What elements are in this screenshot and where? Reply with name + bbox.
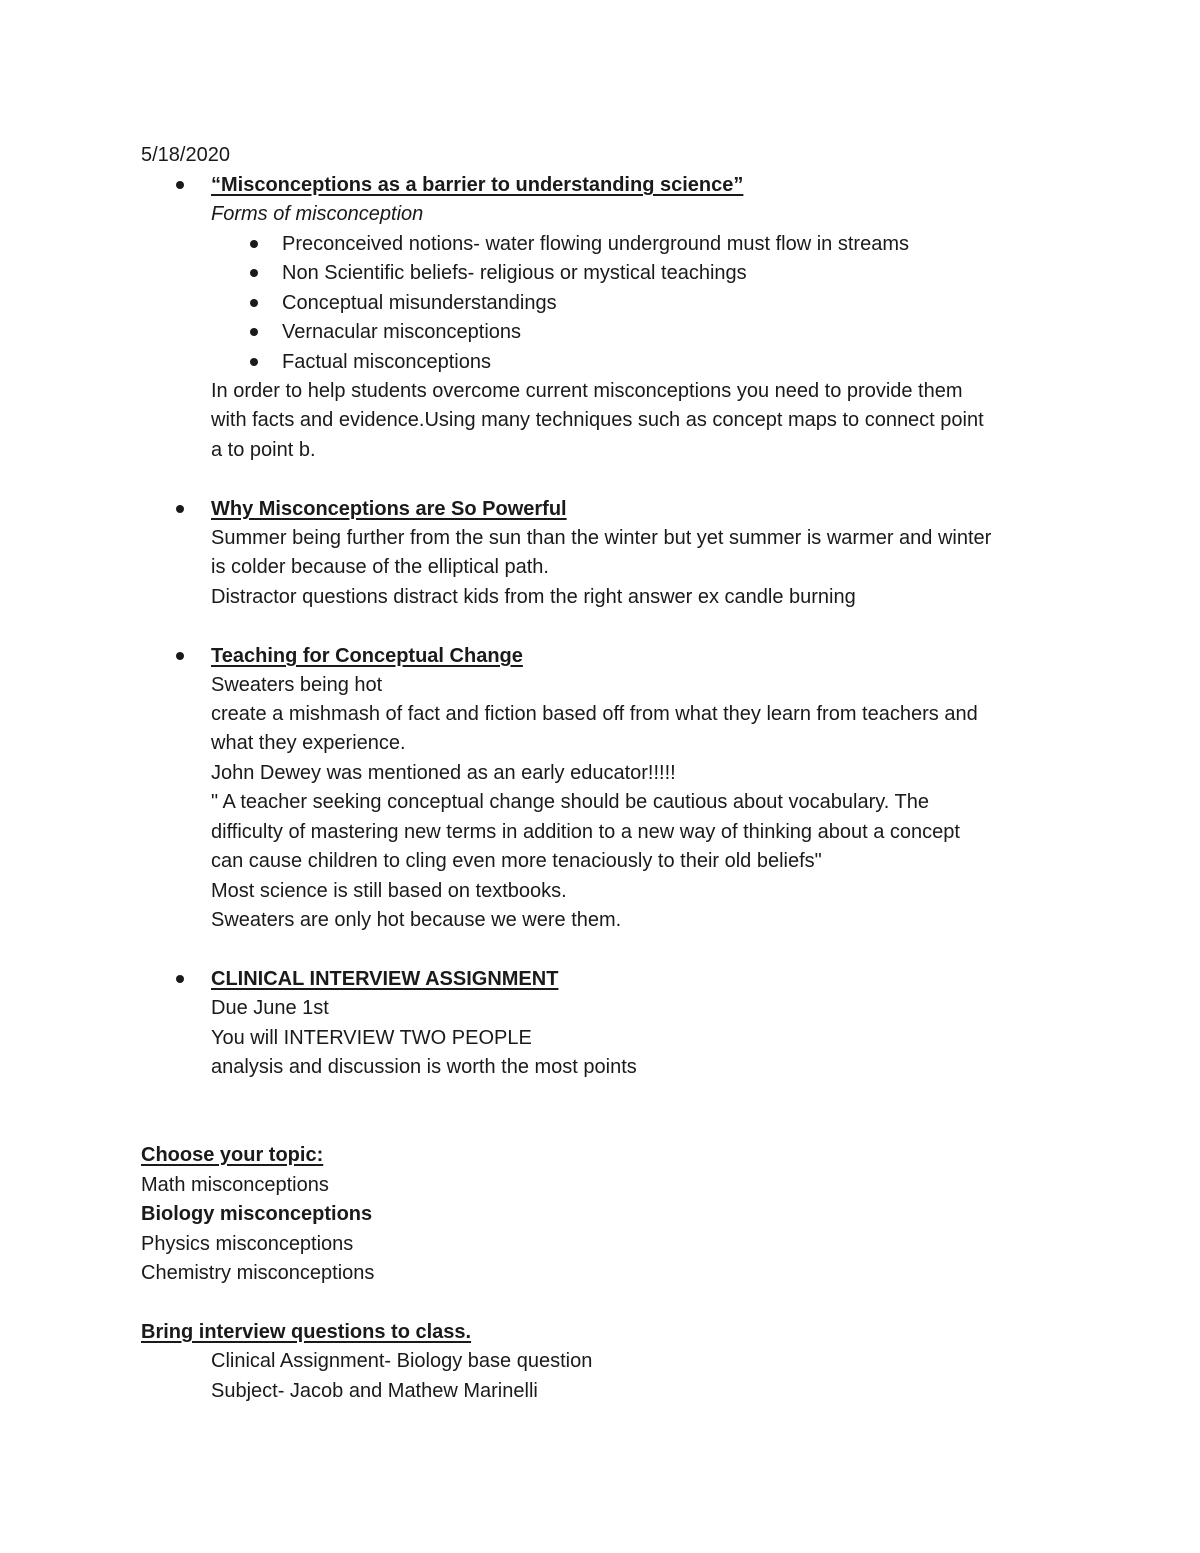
- paragraph-line: what they experience.: [211, 732, 406, 754]
- paragraph-line: Due June 1st: [211, 997, 329, 1019]
- date: 5/18/2020: [141, 144, 230, 166]
- paragraph-line: with facts and evidence.Using many techniques such as concept maps to connect point: [211, 409, 984, 431]
- paragraph-line: Subject- Jacob and Mathew Marinelli: [211, 1380, 538, 1402]
- paragraph-line: a to point b.: [211, 439, 316, 461]
- paragraph-line: Distractor questions distract kids from the right answer ex candle burning: [211, 586, 856, 608]
- paragraph-line: difficulty of mastering new terms in addition to a new way of thinking about a concept: [211, 821, 960, 843]
- bullet: [176, 505, 184, 513]
- paragraph-line: Clinical Assignment- Biology base question: [211, 1350, 593, 1372]
- list-item: Vernacular misconceptions: [282, 321, 522, 343]
- section-heading: Why Misconceptions are So Powerful: [211, 498, 567, 520]
- bullet: [176, 181, 184, 189]
- list-item: Conceptual misunderstandings: [282, 292, 557, 314]
- topic-item-selected: Biology misconceptions: [141, 1203, 373, 1225]
- bullet: [176, 975, 184, 983]
- paragraph-line: can cause children to cling even more tenaciously to their old beliefs": [211, 850, 822, 872]
- bullet: [250, 269, 258, 277]
- paragraph-line: Most science is still based on textbooks.: [211, 880, 567, 902]
- topic-item: Physics misconceptions: [141, 1233, 354, 1255]
- paragraph-line: Summer being further from the sun than the winter but yet summer is warmer and winter: [211, 527, 992, 549]
- topic-item: Chemistry misconceptions: [141, 1262, 375, 1284]
- bullet: [250, 240, 258, 248]
- paragraph-line: " A teacher seeking conceptual change should be cautious about vocabulary. The: [211, 791, 929, 813]
- list-item: Non Scientific beliefs- religious or mystical teachings: [282, 262, 747, 284]
- bring-heading: Bring interview questions to class.: [141, 1321, 472, 1343]
- list-item: Factual misconceptions: [282, 351, 491, 373]
- list-item: Preconceived notions- water flowing underground must flow in streams: [282, 233, 909, 255]
- paragraph-line: Sweaters are only hot because we were them.: [211, 909, 622, 931]
- section-subheading: Forms of misconception: [211, 203, 424, 225]
- paragraph-line: Sweaters being hot: [211, 674, 383, 696]
- bullet: [176, 652, 184, 660]
- topics-heading: Choose your topic:: [141, 1144, 324, 1166]
- paragraph-line: analysis and discussion is worth the most points: [211, 1056, 637, 1078]
- bullet: [250, 358, 258, 366]
- bullet: [250, 328, 258, 336]
- topic-item: Math misconceptions: [141, 1174, 329, 1196]
- section-heading: CLINICAL INTERVIEW ASSIGNMENT: [211, 968, 559, 990]
- paragraph-line: You will INTERVIEW TWO PEOPLE: [211, 1027, 532, 1049]
- section-heading: “Misconceptions as a barrier to understanding science”: [211, 174, 744, 196]
- section-heading: Teaching for Conceptual Change: [211, 645, 523, 667]
- paragraph-line: In order to help students overcome current misconceptions you need to provide them: [211, 380, 963, 402]
- paragraph-line: John Dewey was mentioned as an early educator!!!!!: [211, 762, 676, 784]
- paragraph-line: is colder because of the elliptical path.: [211, 556, 549, 578]
- paragraph-line: create a mishmash of fact and fiction based off from what they learn from teachers and: [211, 703, 978, 725]
- bullet: [250, 299, 258, 307]
